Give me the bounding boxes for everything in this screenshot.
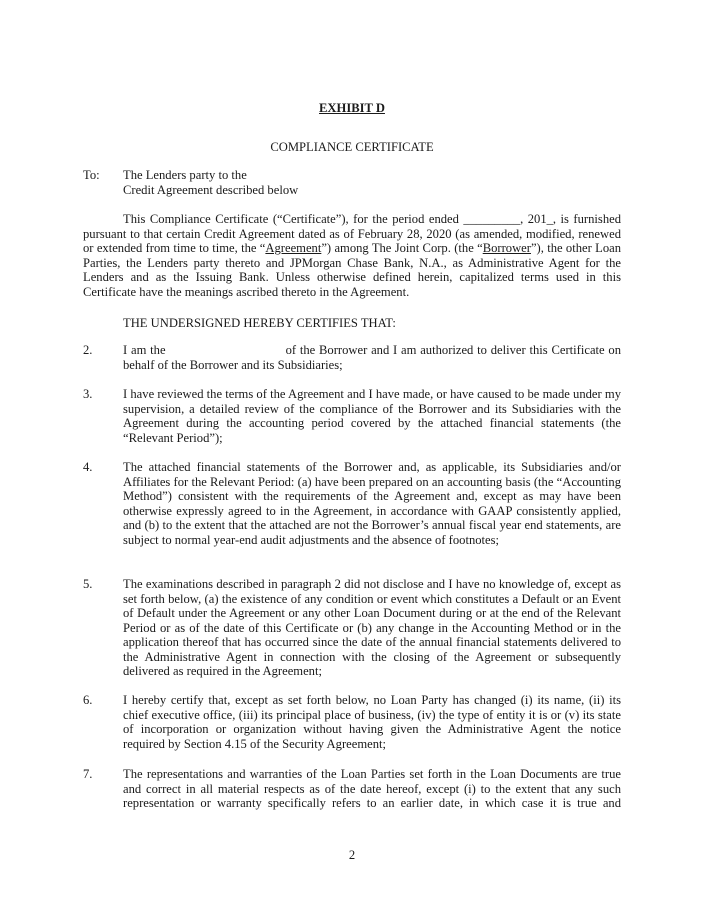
item-number: 2. xyxy=(83,343,93,357)
item-text: The representations and warranties of the Loan Parties set forth in the Loan Documents are true and correct in all material respects as of the date hereof, except (i) to the extent that any such representation or warranty specifically refers to an earlier date, in which case it is true and xyxy=(123,767,621,810)
item-number: 5. xyxy=(83,577,93,591)
intro-paragraph xyxy=(83,212,621,299)
item-text: I have reviewed the terms of the Agreement and I have made, or have caused to be made under my supervision, a detailed review of the compliance of the Borrower and its Subsidiaries with the Agreement during the accounting period covered by the attached financial statements (the “Relevant Period”); xyxy=(123,387,621,445)
item-text-before-blank: I am the xyxy=(123,343,166,357)
item-number: 6. xyxy=(83,693,93,707)
addressee-line-1: The Lenders party to the xyxy=(123,168,247,182)
defined-term-borrower: Borrower xyxy=(482,241,531,255)
item-text-after-blank: of the Borrower and I am authorized to deliver this Certificate on behalf of the Borrower and its Subsidiaries; xyxy=(123,343,622,372)
certification-item-6 xyxy=(83,693,621,751)
certification-item-2 xyxy=(83,343,621,372)
certification-item-4 xyxy=(83,460,621,547)
item-number: 4. xyxy=(83,460,93,474)
intro-text-1: This Compliance Certificate (“Certificate”), for the period ended _________, 201_, is furnished pursuant to that certain Credit Agreement dated as of February 28, 2020 (as amended, modified, renewed or extended from time to time, the “ xyxy=(83,212,621,255)
intro-text-3: ”), the other Loan Parties, the Lenders party thereto and JPMorgan Chase Bank, N.A., as Administrative Agent for the Lenders and as the Issuing Bank. Unless otherwise defined herein, capitalized terms used in this Certificate have the meanings ascribed thereto in the Agreement. xyxy=(83,241,622,299)
item-text: The attached financial statements of the Borrower and, as applicable, its Subsidiaries and/or Affiliates for the Relevant Period: (a) have been prepared on an accounting basis (the “Accounting Method”) consistent with the requirements of the Agreement and, except as may have been otherwise expressly agreed to in the Agreement, in accordance with GAAP consistently applied, and (b) to the extent that the attached are not the Borrower’s annual fiscal year end statements, are subject to normal year-end audit adjustments and the absence of footnotes; xyxy=(123,460,621,547)
defined-term-agreement: Agreement xyxy=(265,241,322,255)
addressee-line-2: Credit Agreement described below xyxy=(123,182,299,197)
item-number: 7. xyxy=(83,767,93,781)
certifies-heading: THE UNDERSIGNED HEREBY CERTIFIES THAT: xyxy=(123,316,396,330)
item-text: I hereby certify that, except as set forth below, no Loan Party has changed (i) its name, (ii) its chief executive office, (iii) its principal place of business, (iv) the type of entity it is or (v) its state of incorporation or organization without having given the Administrative Agent the notice required by Section 4.15 of the Security Agreement; xyxy=(123,693,621,751)
certification-item-3 xyxy=(83,387,621,445)
item-text: The examinations described in paragraph 2 did not disclose and I have no knowledge of, except as set forth below, (a) the existence of any condition or event which constitutes a Default or an Event of Default under the Agreement or any other Loan Document during or at the end of the Relevant Period or as of the date of this Certificate or (b) any change in the Accounting Method or in the application thereof that has occurred since the date of the annual financial statements delivered to the Administrative Agent in connection with the closing of the Agreement or subsequently delivered as required in the Agreement; xyxy=(123,577,621,678)
item-number: 3. xyxy=(83,387,93,401)
intro-text-2: ”) among The Joint Corp. (the “ xyxy=(321,241,483,255)
to-label: To: xyxy=(83,168,100,182)
certification-item-5 xyxy=(83,577,621,679)
addressee-lines xyxy=(123,168,623,197)
certification-item-7 xyxy=(83,767,621,811)
page-number: 2 xyxy=(348,848,356,862)
certificate-title: COMPLIANCE CERTIFICATE xyxy=(270,140,434,154)
item-text xyxy=(123,343,621,372)
exhibit-heading: EXHIBIT D xyxy=(319,101,385,115)
